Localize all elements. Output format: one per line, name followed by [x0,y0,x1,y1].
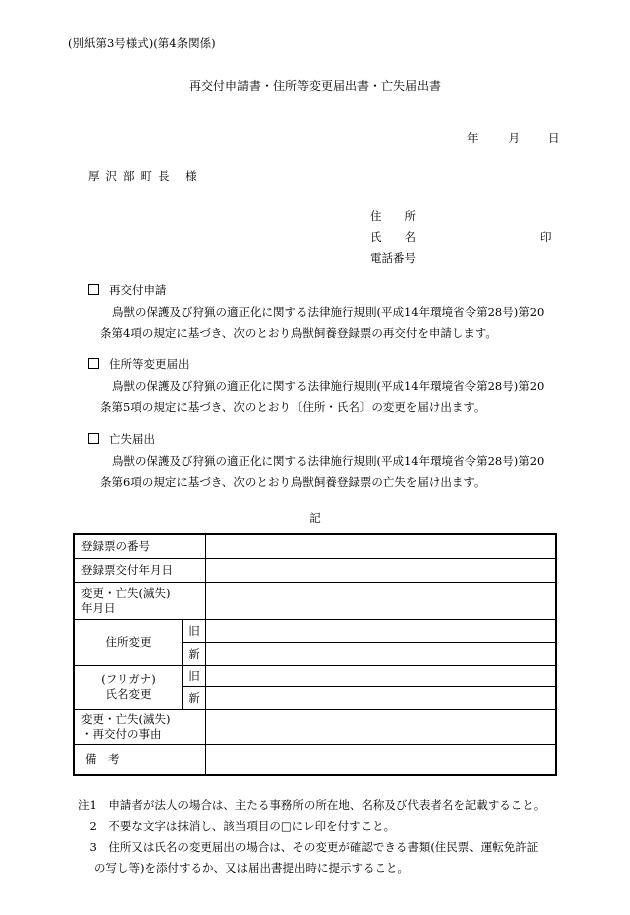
ki-heading: 記 [309,511,321,525]
loss-checkbox[interactable] [88,433,99,444]
name-label: 氏 名 [370,230,416,244]
remarks-field[interactable] [206,744,557,775]
issue-date-label: 登録票交付年月日 [74,558,206,582]
change-date-label-line2: 年月日 [81,600,116,615]
new-name-field[interactable] [206,686,557,709]
year-label: 年 [467,131,479,145]
section-loss [88,431,572,493]
section-text-line2: 条第4項の規定に基づき、次のとおり鳥獣飼養登録票の再交付を申請します。 [100,326,497,340]
section-reissue [88,282,572,344]
issue-date-field[interactable] [206,558,557,582]
new-address-field[interactable] [206,642,557,665]
reason-field[interactable] [206,709,557,744]
note-1: 注1 申請者が法人の場合は、主たる事務所の所在地、名称及び代表者名を記載すること。 [78,798,546,812]
section-heading: 再交付申請 [109,283,167,297]
seal-label: 印 [540,230,552,244]
day-label: 日 [548,131,560,145]
section-heading: 住所等変更届出 [109,357,190,371]
section-heading: 亡失届出 [109,432,155,446]
reason-label [74,709,206,744]
note-3: 3 住所又は氏名の変更届出の場合は、その変更が確認できる書類(住民票、運転免許証 [78,840,539,854]
remarks-label: 備 考 [74,744,206,775]
reason-label-line2: ・再交付の事由 [81,726,162,741]
old-name-field[interactable] [206,665,557,686]
new-label: 新 [183,642,206,665]
section-text-line2: 条第5項の規定に基づき、次のとおり〔住所・氏名〕の変更を届け出ます。 [100,400,486,414]
change-date-label [74,582,206,619]
registration-number-field[interactable] [206,534,557,558]
month-label: 月 [508,131,520,145]
reason-label-line1: 変更・亡失(滅失) [81,711,171,726]
phone-label: 電話番号 [370,251,416,265]
section-address-change [88,356,572,418]
page-title: 再交付申請書・住所等変更届出書・亡失届出書 [188,79,441,93]
date-line [467,130,560,146]
registration-number-label: 登録票の番号 [74,534,206,558]
note-2: 2 不要な文字は抹消し、該当項目の□にレ印を付すこと。 [78,819,396,833]
furigana-label: (フリガナ) [101,672,156,686]
section-text-line1: 鳥獣の保護及び狩猟の適正化に関する法律施行規則(平成14年環境省令第28号)第20 [112,379,545,393]
notes-block [78,795,558,879]
note-3-continued: の写し等)を添付するか、又は届出書提出時に提示すること。 [94,861,409,875]
old-label: 旧 [183,665,206,686]
old-address-field[interactable] [206,619,557,642]
change-date-field[interactable] [206,582,557,619]
name-change-label [74,665,183,709]
details-table [73,533,557,776]
old-label: 旧 [183,619,206,642]
new-label: 新 [183,686,206,709]
address-change-checkbox[interactable] [88,358,99,369]
reissue-checkbox[interactable] [88,284,99,295]
address-change-label: 住所変更 [74,619,183,665]
name-change-text: 氏名変更 [105,687,152,701]
address-label: 住 所 [370,209,416,223]
change-date-label-line1: 変更・亡失(滅失) [81,585,171,600]
applicant-block [370,206,550,269]
section-text-line1: 鳥獣の保護及び狩猟の適正化に関する法律施行規則(平成14年環境省令第28号)第20 [112,454,545,468]
addressee: 厚沢部町長 様 [88,169,203,183]
section-text-line2: 条第6項の規定に基づき、次のとおり鳥獣飼養登録票の亡失を届け出ます。 [100,475,486,489]
form-number-note: (別紙第3号様式)(第4条関係) [68,36,216,50]
section-text-line1: 鳥獣の保護及び狩猟の適正化に関する法律施行規則(平成14年環境省令第28号)第20 [112,305,545,319]
